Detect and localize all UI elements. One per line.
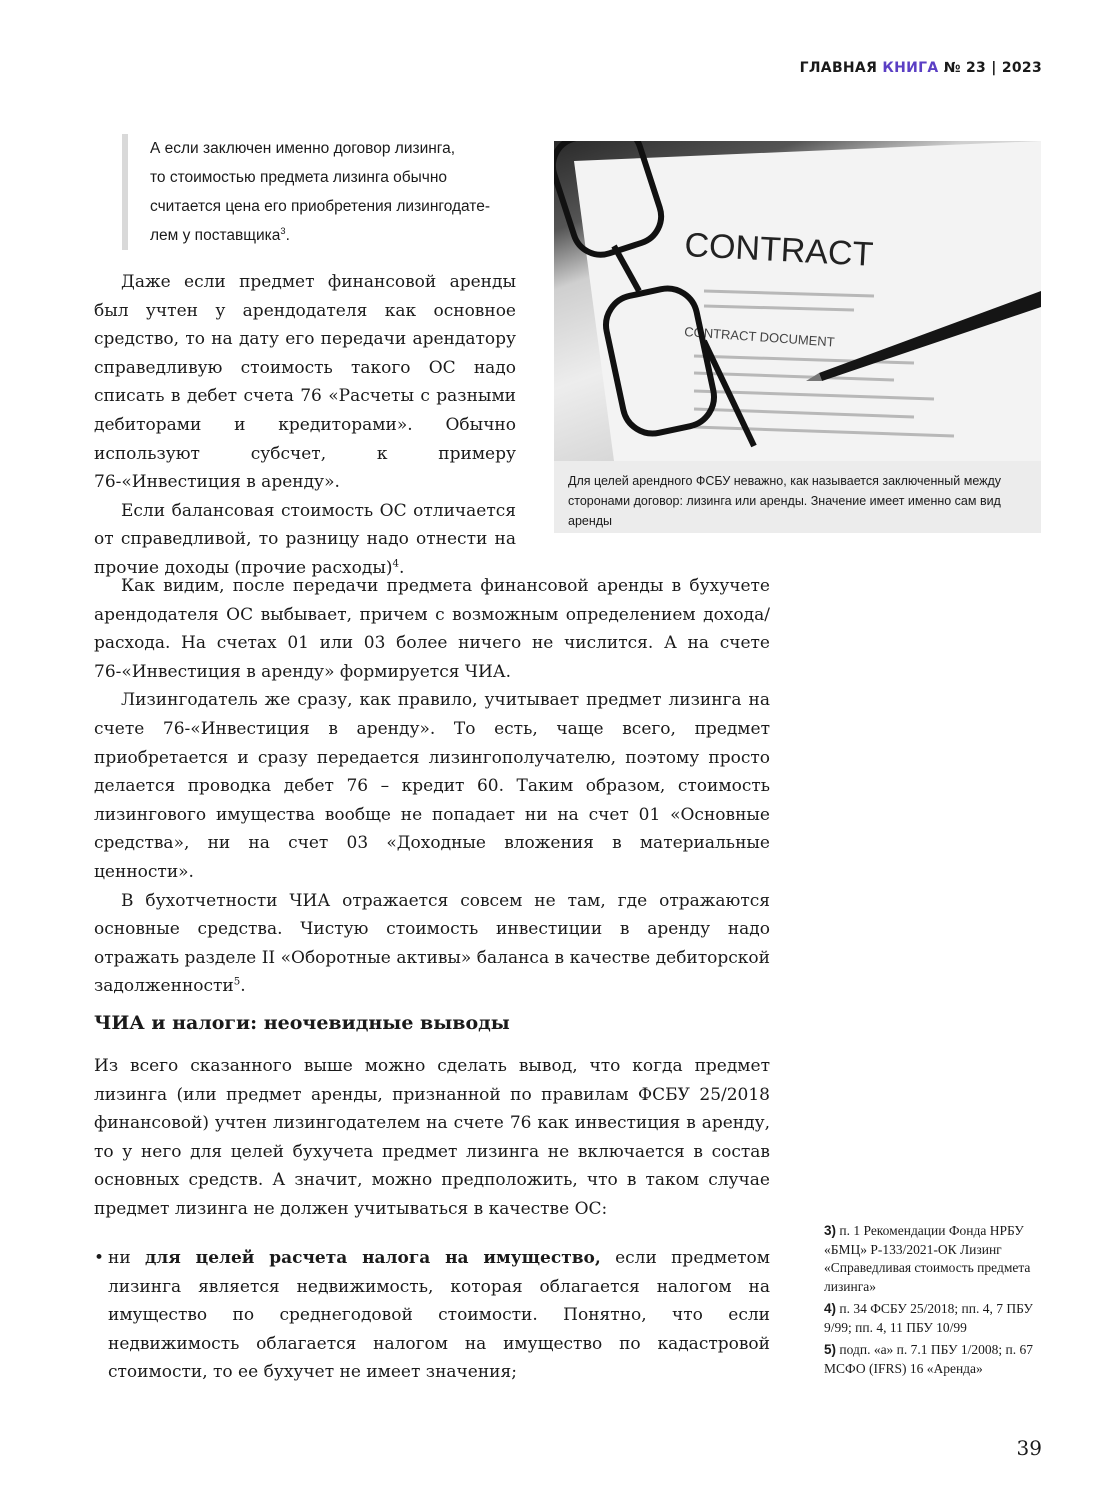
pull-quote: [122, 134, 550, 250]
footnote-text: п. 34 ФСБУ 25/2018; пп. 4, 7 ПБУ 9/99; пп. 4, 11 ПБУ 10/99: [824, 1301, 1033, 1335]
body-column-wide: [94, 572, 770, 1001]
contract-illustration: [554, 141, 1041, 461]
masthead-title: ГЛАВНАЯ: [799, 60, 878, 76]
body-column-upper: [94, 268, 516, 583]
paragraph-text: В бухотчетности ЧИА отражается совсем не там, где отражаются основные средства. Чистую стоимость инвестиции в аренду надо отражать разделе II «Оборотные активы» баланса в качестве дебиторской задолженности: [94, 890, 770, 997]
footnote-number: 5): [824, 1342, 837, 1357]
contract-doc-line: CONTRACT DOCUMENT: [683, 324, 836, 350]
pull-quote-end: .: [285, 227, 290, 244]
section-heading: ЧИА и налоги: неочевидные выводы: [94, 1012, 510, 1034]
masthead: [800, 60, 1042, 76]
paragraph-text: Если балансовая стоимость ОС отличается от справедливой, то разницу надо отнести на прочие доходы (прочие расходы): [94, 500, 516, 578]
paragraph-end: .: [240, 976, 246, 997]
photo-block: [554, 141, 1041, 533]
paragraph: Даже если предмет финансовой аренды был учтен у арендодателя как основное средство, то на дату его передачи арендатору справедливую стоимость такого ОС надо списать в дебет счета 76 «Расчеты с разными дебиторами и кредиторами». Обычно используют субсчет, к примеру 76-«Инвестиция в аренду».: [94, 272, 516, 493]
paragraph: Лизингодатель же сразу, как правило, учитывает предмет лизинга на счете 76-«Инвестиция в аренду». То есть, чаще всего, предмет приобретается и сразу передается лизингополучателю, поэтому просто делается проводка дебет 76 – кредит 60. Таким образом, стоимость лизингового имущества вообще не попадает ни на счет 01 «Основные средства», ни на счет 03 «Доходные вложения в материальные ценности».: [94, 690, 770, 882]
masthead-title-accent: КНИГА: [882, 60, 939, 76]
pull-quote-line: [150, 221, 550, 250]
footnote-ref[interactable]: 4: [392, 558, 399, 570]
footnotes: [824, 1222, 1044, 1382]
footnote-text: п. 1 Рекомендации Фонда НРБУ «БМЦ» Р-133/2021-ОК Лизинг «Справедливая стоимость предмета лизинга»: [824, 1223, 1031, 1294]
paragraph-end: .: [399, 557, 405, 578]
footnote: [824, 1300, 1044, 1337]
pull-quote-line: А если заключен именно договор лизинга,: [150, 140, 456, 157]
pull-quote-line: то стоимостью предмета лизинга обычно: [150, 169, 448, 186]
pull-quote-line: считается цена его приобретения лизингодате-: [150, 198, 491, 215]
footnote: [824, 1222, 1044, 1296]
list-item-pre: ни: [108, 1248, 145, 1268]
page-number: 39: [1016, 1436, 1042, 1460]
list-item: [94, 1244, 770, 1387]
section-body: [94, 1052, 770, 1224]
footnote-ref[interactable]: 5: [233, 976, 241, 988]
list-item-rest: если предметом лизинга является недвижимость, которая облагается налогом на имущество по среднегодовой стоимости. Понятно, что если недвижимость облагается налогом на имущество по кадастровой стоимости, то ее бухучет не имеет значения;: [108, 1248, 770, 1383]
footnote-number: 4): [824, 1301, 837, 1316]
contract-title: CONTRACT: [683, 226, 875, 274]
footnote-number: 3): [824, 1223, 837, 1238]
footnote-ref[interactable]: 3: [280, 225, 286, 236]
photo-caption: Для целей арендного ФСБУ неважно, как называется заключенный между сторонами договор: лизинга или аренды. Значение имеет именно сам вид аренды: [554, 461, 1041, 533]
pull-quote-text: лем у поставщика: [150, 227, 281, 244]
list-item-emphasis: для целей расчета налога на имущество,: [144, 1248, 601, 1268]
contract-photo: [554, 141, 1041, 461]
paragraph: [94, 497, 516, 583]
list-item-text: [108, 1244, 770, 1387]
bullet-icon: •: [94, 1248, 105, 1268]
footnote-text: подп. «а» п. 7.1 ПБУ 1/2008; п. 67 МСФО (IFRS) 16 «Аренда»: [824, 1342, 1033, 1376]
paragraph: Как видим, после передачи предмета финансовой аренды в бухучете арендодателя ОС выбывает, причем с возможным определением дохода/расхода. На счетах 01 или 03 более ничего не числится. А на счете 76-«Инвестиция в аренду» формируется ЧИА.: [94, 576, 770, 682]
paragraph: Из всего сказанного выше можно сделать вывод, что когда предмет лизинга (или предмет аренды, признанной по правилам ФСБУ 25/2018 финансовой) учтен лизингодателем на счете 76 как инвестиция в аренду, то у него для целей бухучета предмет лизинга не включается в состав основных средств. А значит, можно предположить, что в таком случае предмет лизинга не должен учитываться в качестве ОС:: [94, 1056, 770, 1219]
paragraph: [94, 887, 770, 1001]
footnote: [824, 1341, 1044, 1378]
masthead-issue: № 23 | 2023: [943, 60, 1042, 76]
